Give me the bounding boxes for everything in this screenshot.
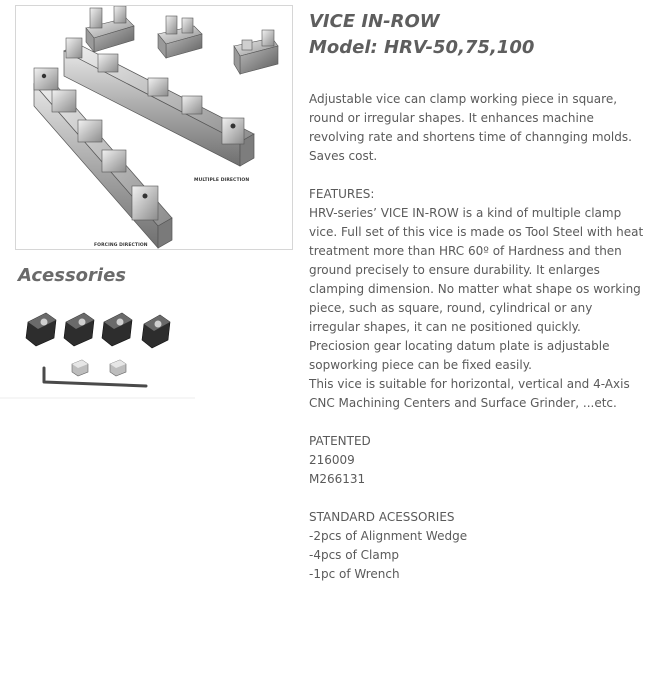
patented-heading: PATENTED: [309, 434, 371, 448]
accessories-image: [0, 298, 195, 399]
features-paragraph: HRV-series’ VICE IN-ROW is a kind of multiple clamp vice. Full set of this vice is made os Tool Steel with heat treatment more than HRC 60º of Hardness and then ground precisely to ensure durability. It enlarges clamping dimension. No matter what shape os working piece, such as square, round, cylindrical or any irregular shapes, it can ne positioned quickly. Preciosion gear locating datum plate is adjustable sopworking piece can be fixed easily.: [309, 206, 644, 372]
clamp-2: [64, 313, 94, 346]
alignment-wedge-2: [110, 360, 126, 376]
clamp-3: [102, 313, 132, 346]
product-title: VICE IN-ROW: [309, 11, 440, 32]
accessories-illustration: [0, 298, 195, 399]
clamp-1: [26, 313, 56, 346]
product-model: Model: HRV-50,75,100: [309, 37, 535, 58]
small-vice-3: [234, 30, 278, 74]
small-vice-1: [86, 6, 134, 52]
intro-paragraph: Adjustable vice can clamp working piece in square, round or irregular shapes. It enhances machine revolving rate and shortens time of channging molds. Saves cost.: [309, 92, 632, 163]
accessory-item: -4pcs of Clamp: [309, 548, 399, 562]
product-title-block: [309, 9, 534, 61]
alignment-wedge-1: [72, 360, 88, 376]
accessory-item: -2pcs of Alignment Wedge: [309, 529, 468, 543]
forcing-direction-label: FORCING DIRECTION: [94, 243, 148, 248]
multiple-direction-label: MULTIPLE DIRECTION: [194, 178, 250, 183]
wrench: [44, 368, 146, 386]
small-vice-2: [158, 16, 202, 58]
product-description: [309, 90, 645, 584]
patent-number: 216009: [309, 453, 355, 467]
vice-in-row-illustration: [16, 6, 292, 249]
product-image: [15, 5, 293, 250]
usage-paragraph: This vice is suitable for horizontal, vertical and 4-Axis CNC Machining Centers and Surface Grinder, ...etc.: [309, 377, 630, 410]
standard-accessories-heading: STANDARD ACESSORIES: [309, 510, 455, 524]
accessory-item: -1pc of Wrench: [309, 567, 400, 581]
clamp-4: [142, 315, 170, 348]
features-heading: FEATURES:: [309, 187, 375, 201]
patent-number: M266131: [309, 472, 366, 486]
accessories-heading: Acessories: [18, 265, 127, 286]
